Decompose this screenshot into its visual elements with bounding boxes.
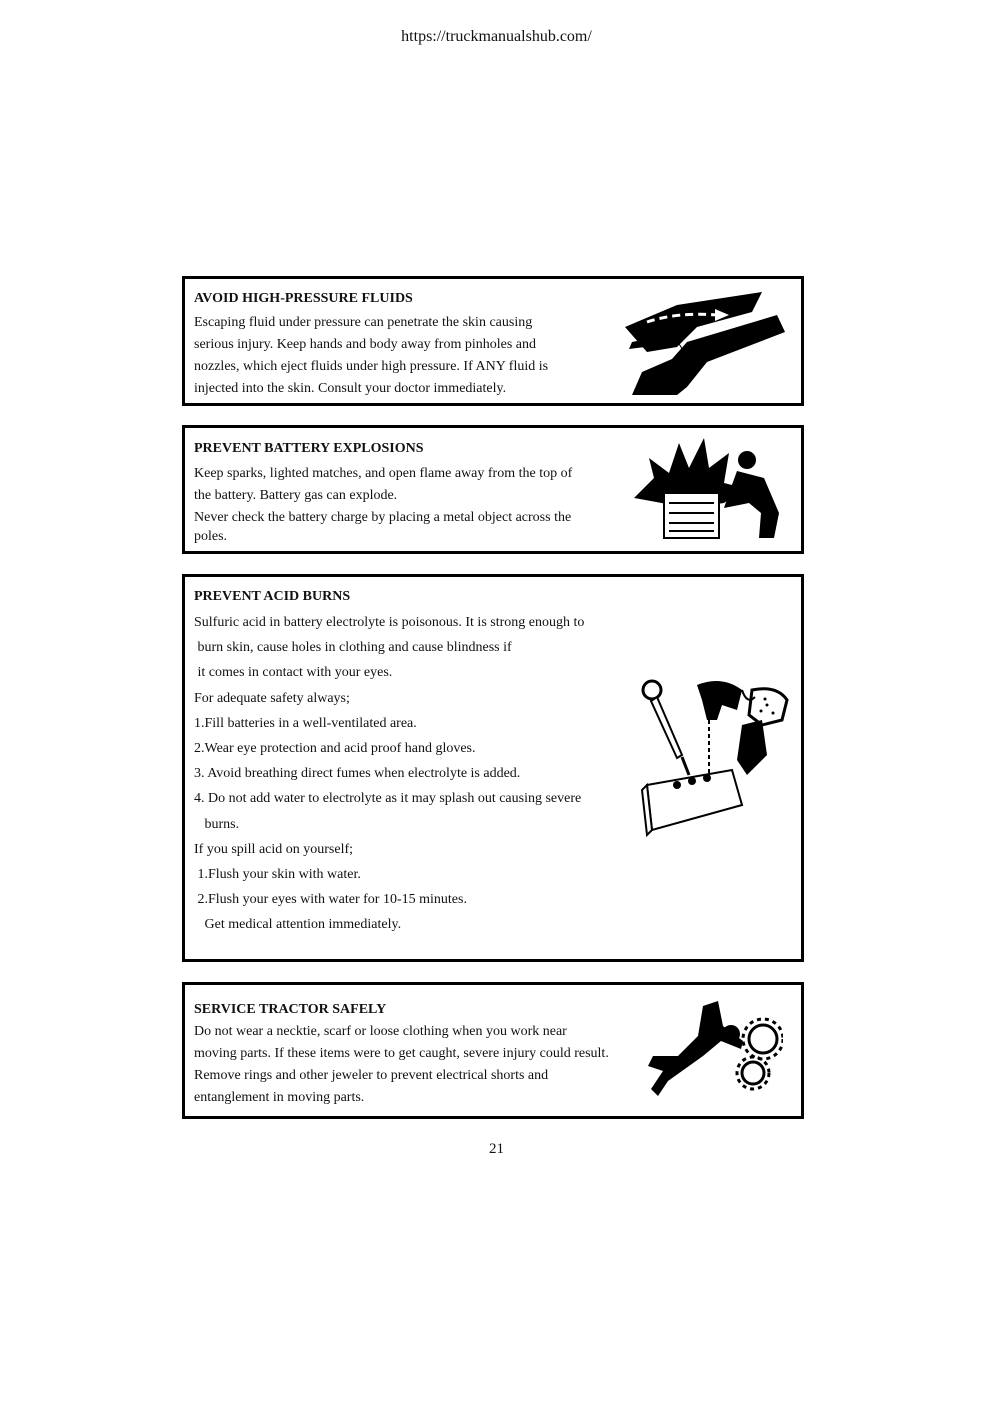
body-line: Escaping fluid under pressure can penetrate the skin causing [194, 315, 533, 330]
body-line: Remove rings and other jeweler to prevent electrical shorts and [194, 1068, 549, 1083]
body-line: it comes in contact with your eyes. [194, 665, 393, 681]
body-line: 2.Wear eye protection and acid proof hand gloves. [194, 741, 476, 757]
section-title: SERVICE TRACTOR SAFELY [194, 1002, 387, 1017]
body-line: Do not wear a necktie, scarf or loose clothing when you work near [194, 1024, 567, 1039]
body-line: Sulfuric acid in battery electrolyte is poisonous. It is strong enough to [194, 615, 585, 630]
section-body [194, 610, 584, 938]
body-line: injected into the skin. Consult your doctor immediately. [194, 381, 507, 396]
section-title: PREVENT BATTERY EXPLOSIONS [194, 441, 424, 456]
body-line: the battery. Battery gas can explode. [194, 488, 398, 503]
body-line: serious injury. Keep hands and body away from pinholes and [194, 337, 537, 352]
body-line: Never check the battery charge by placing a metal object across the [194, 510, 572, 525]
body-line: poles. [194, 529, 228, 544]
body-line: 3. Avoid breathing direct fumes when electrolyte is added. [194, 766, 521, 782]
warning-box-acid-burns [182, 574, 804, 962]
body-line: 1.Flush your skin with water. [194, 867, 361, 883]
body-line: moving parts. If these items were to get caught, severe injury could result. [194, 1046, 609, 1061]
warning-box-high-pressure [182, 276, 804, 406]
body-line: Keep sparks, lighted matches, and open flame away from the top of [194, 466, 573, 481]
header-url: https://truckmanualshub.com/ [401, 28, 592, 45]
body-line: burns. [194, 816, 240, 832]
body-line: 2.Flush your eyes with water for 10-15 minutes. [194, 892, 467, 908]
high-pressure-fluid-hand-icon [617, 287, 787, 397]
section-body [194, 312, 548, 400]
body-line: nozzles, which eject fluids under high pressure. If ANY fluid is [194, 359, 549, 374]
page-number: 21 [489, 1141, 504, 1157]
body-line: If you spill acid on yourself; [194, 841, 354, 857]
entanglement-gears-icon [643, 1001, 783, 1101]
body-line: 4. Do not add water to electrolyte as it may splash out causing severe [194, 791, 582, 807]
body-line: burn skin, cause holes in clothing and cause blindness if [194, 640, 512, 656]
section-title: PREVENT ACID BURNS [194, 589, 351, 604]
section-body [194, 463, 572, 545]
body-line: entanglement in moving parts. [194, 1090, 365, 1105]
warning-box-service-tractor [182, 982, 804, 1119]
acid-burn-battery-icon [637, 675, 797, 845]
body-line: Get medical attention immediately. [194, 917, 402, 933]
section-body [194, 1021, 609, 1109]
body-line: For adequate safety always; [194, 690, 350, 706]
warning-box-battery-explosions [182, 425, 804, 554]
body-line: 1.Fill batteries in a well-ventilated area. [194, 715, 417, 731]
battery-explosion-icon [629, 438, 784, 548]
section-title: AVOID HIGH-PRESSURE FLUIDS [194, 291, 413, 306]
